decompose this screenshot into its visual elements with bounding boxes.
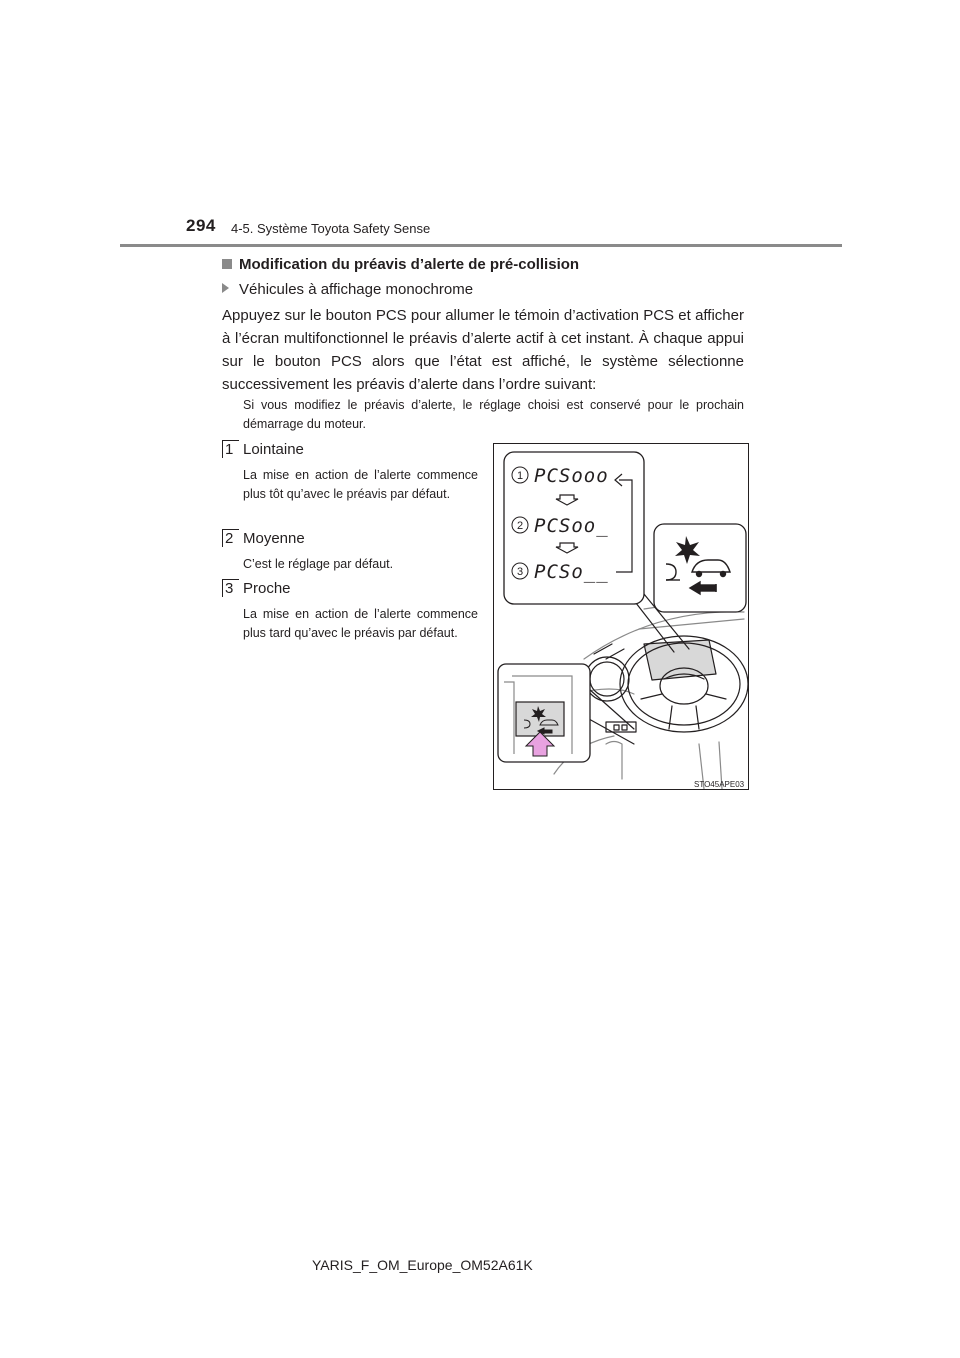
square-bullet-icon — [222, 259, 232, 269]
note: Si vous modifiez le préavis d’alerte, le réglage choisi est conservé pour le prochain démarrage du moteur. — [243, 398, 744, 431]
subheading-text: Véhicules à affichage monochrome — [239, 281, 474, 298]
header-rule — [120, 244, 842, 247]
item-title-3: Proche — [243, 580, 291, 597]
figure-code: STO45APE03 — [694, 780, 745, 789]
dashboard-illustration — [494, 444, 749, 790]
subheading — [222, 281, 473, 298]
section-title: 4-5. Système Toyota Safety Sense — [231, 221, 431, 236]
item-desc-3: La mise en action de l’alerte commence plus tard qu’avec le préavis par défaut. — [243, 607, 478, 640]
heading — [222, 256, 579, 273]
display-setting-1: PCSooo — [534, 465, 609, 487]
display-setting-3: PCSo__ — [534, 561, 609, 583]
page-number: 294 — [186, 216, 216, 235]
item-desc-2: C’est le réglage par défaut. — [243, 557, 394, 571]
figure-callout-1: 1 — [517, 470, 524, 482]
item-number-3: 3 — [222, 579, 239, 597]
heading-text: Modification du préavis d’alerte de pré-collision — [239, 256, 580, 273]
figure-callout-3: 3 — [517, 566, 524, 578]
figure-callout-2: 2 — [517, 520, 524, 532]
item-number-1: 1 — [222, 440, 239, 458]
item-title-1: Lointaine — [243, 441, 304, 458]
item-desc-1: La mise en action de l’alerte commence plus tôt qu’avec le préavis par défaut. — [243, 468, 478, 501]
display-setting-2: PCSoo_ — [534, 515, 609, 537]
illustration — [493, 443, 749, 790]
item-number-2: 2 — [222, 529, 239, 547]
footer: YARIS_F_OM_Europe_OM52A61K — [312, 1257, 533, 1273]
item-title-2: Moyenne — [243, 530, 305, 547]
triangle-bullet-icon — [222, 283, 229, 293]
body-paragraph: Appuyez sur le bouton PCS pour allumer le témoin d’activation PCS et afficher à l’écran multifonctionnel le préavis d’alerte actif à cet instant. À chaque appui sur le bouton PCS alors que l’état est affiché, le système sélectionne successivement les préavis d’alerte dans l’ordre suivant: — [222, 307, 744, 393]
